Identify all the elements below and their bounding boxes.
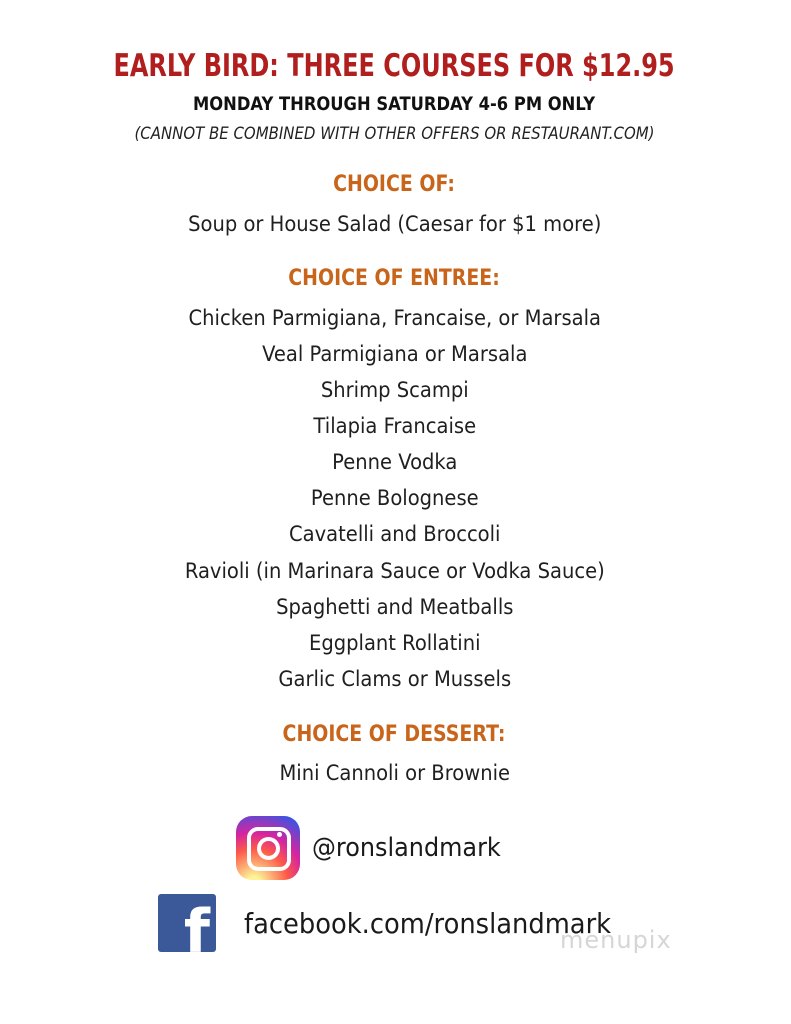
offer-disclaimer: (CANNOT BE COMBINED WITH OTHER OFFERS OR RESTAURANT.COM) [134, 124, 655, 144]
watermark: menupix [560, 926, 672, 954]
offer-schedule: MONDAY THROUGH SATURDAY 4-6 PM ONLY [193, 93, 596, 115]
facebook-url: facebook.com/ronslandmark [244, 906, 612, 940]
menu-item: Cavatelli and Broccoli [289, 522, 501, 546]
starter-heading: CHOICE OF: [333, 172, 455, 197]
menu-item: Penne Bolognese [310, 486, 479, 510]
menu-item: Eggplant Rollatini [309, 631, 481, 655]
menu-item: Chicken Parmigiana, Francaise, or Marsala [188, 306, 601, 330]
entree-heading: CHOICE OF ENTREE: [288, 266, 500, 291]
menu-item: Tilapia Francaise [313, 414, 477, 438]
menu-item: Shrimp Scampi [320, 378, 469, 402]
facebook-icon: f [158, 894, 216, 952]
instagram-link[interactable] [236, 816, 517, 880]
instagram-handle: @ronslandmark [312, 833, 501, 863]
page-title: EARLY BIRD: THREE COURSES FOR $12.95 [113, 48, 675, 84]
menu-item: Garlic Clams or Mussels [278, 667, 512, 691]
menu-item: Spaghetti and Meatballs [276, 595, 514, 619]
menu-item: Veal Parmigiana or Marsala [262, 342, 528, 366]
dessert-heading: CHOICE OF DESSERT: [282, 722, 506, 747]
menu-item: Penne Vodka [332, 450, 458, 474]
instagram-icon [236, 816, 300, 880]
menu-item: Mini Cannoli or Brownie [279, 761, 511, 785]
menu-item: Soup or House Salad (Caesar for $1 more) [188, 212, 602, 236]
menu-item: Ravioli (in Marinara Sauce or Vodka Sauce) [184, 559, 605, 583]
